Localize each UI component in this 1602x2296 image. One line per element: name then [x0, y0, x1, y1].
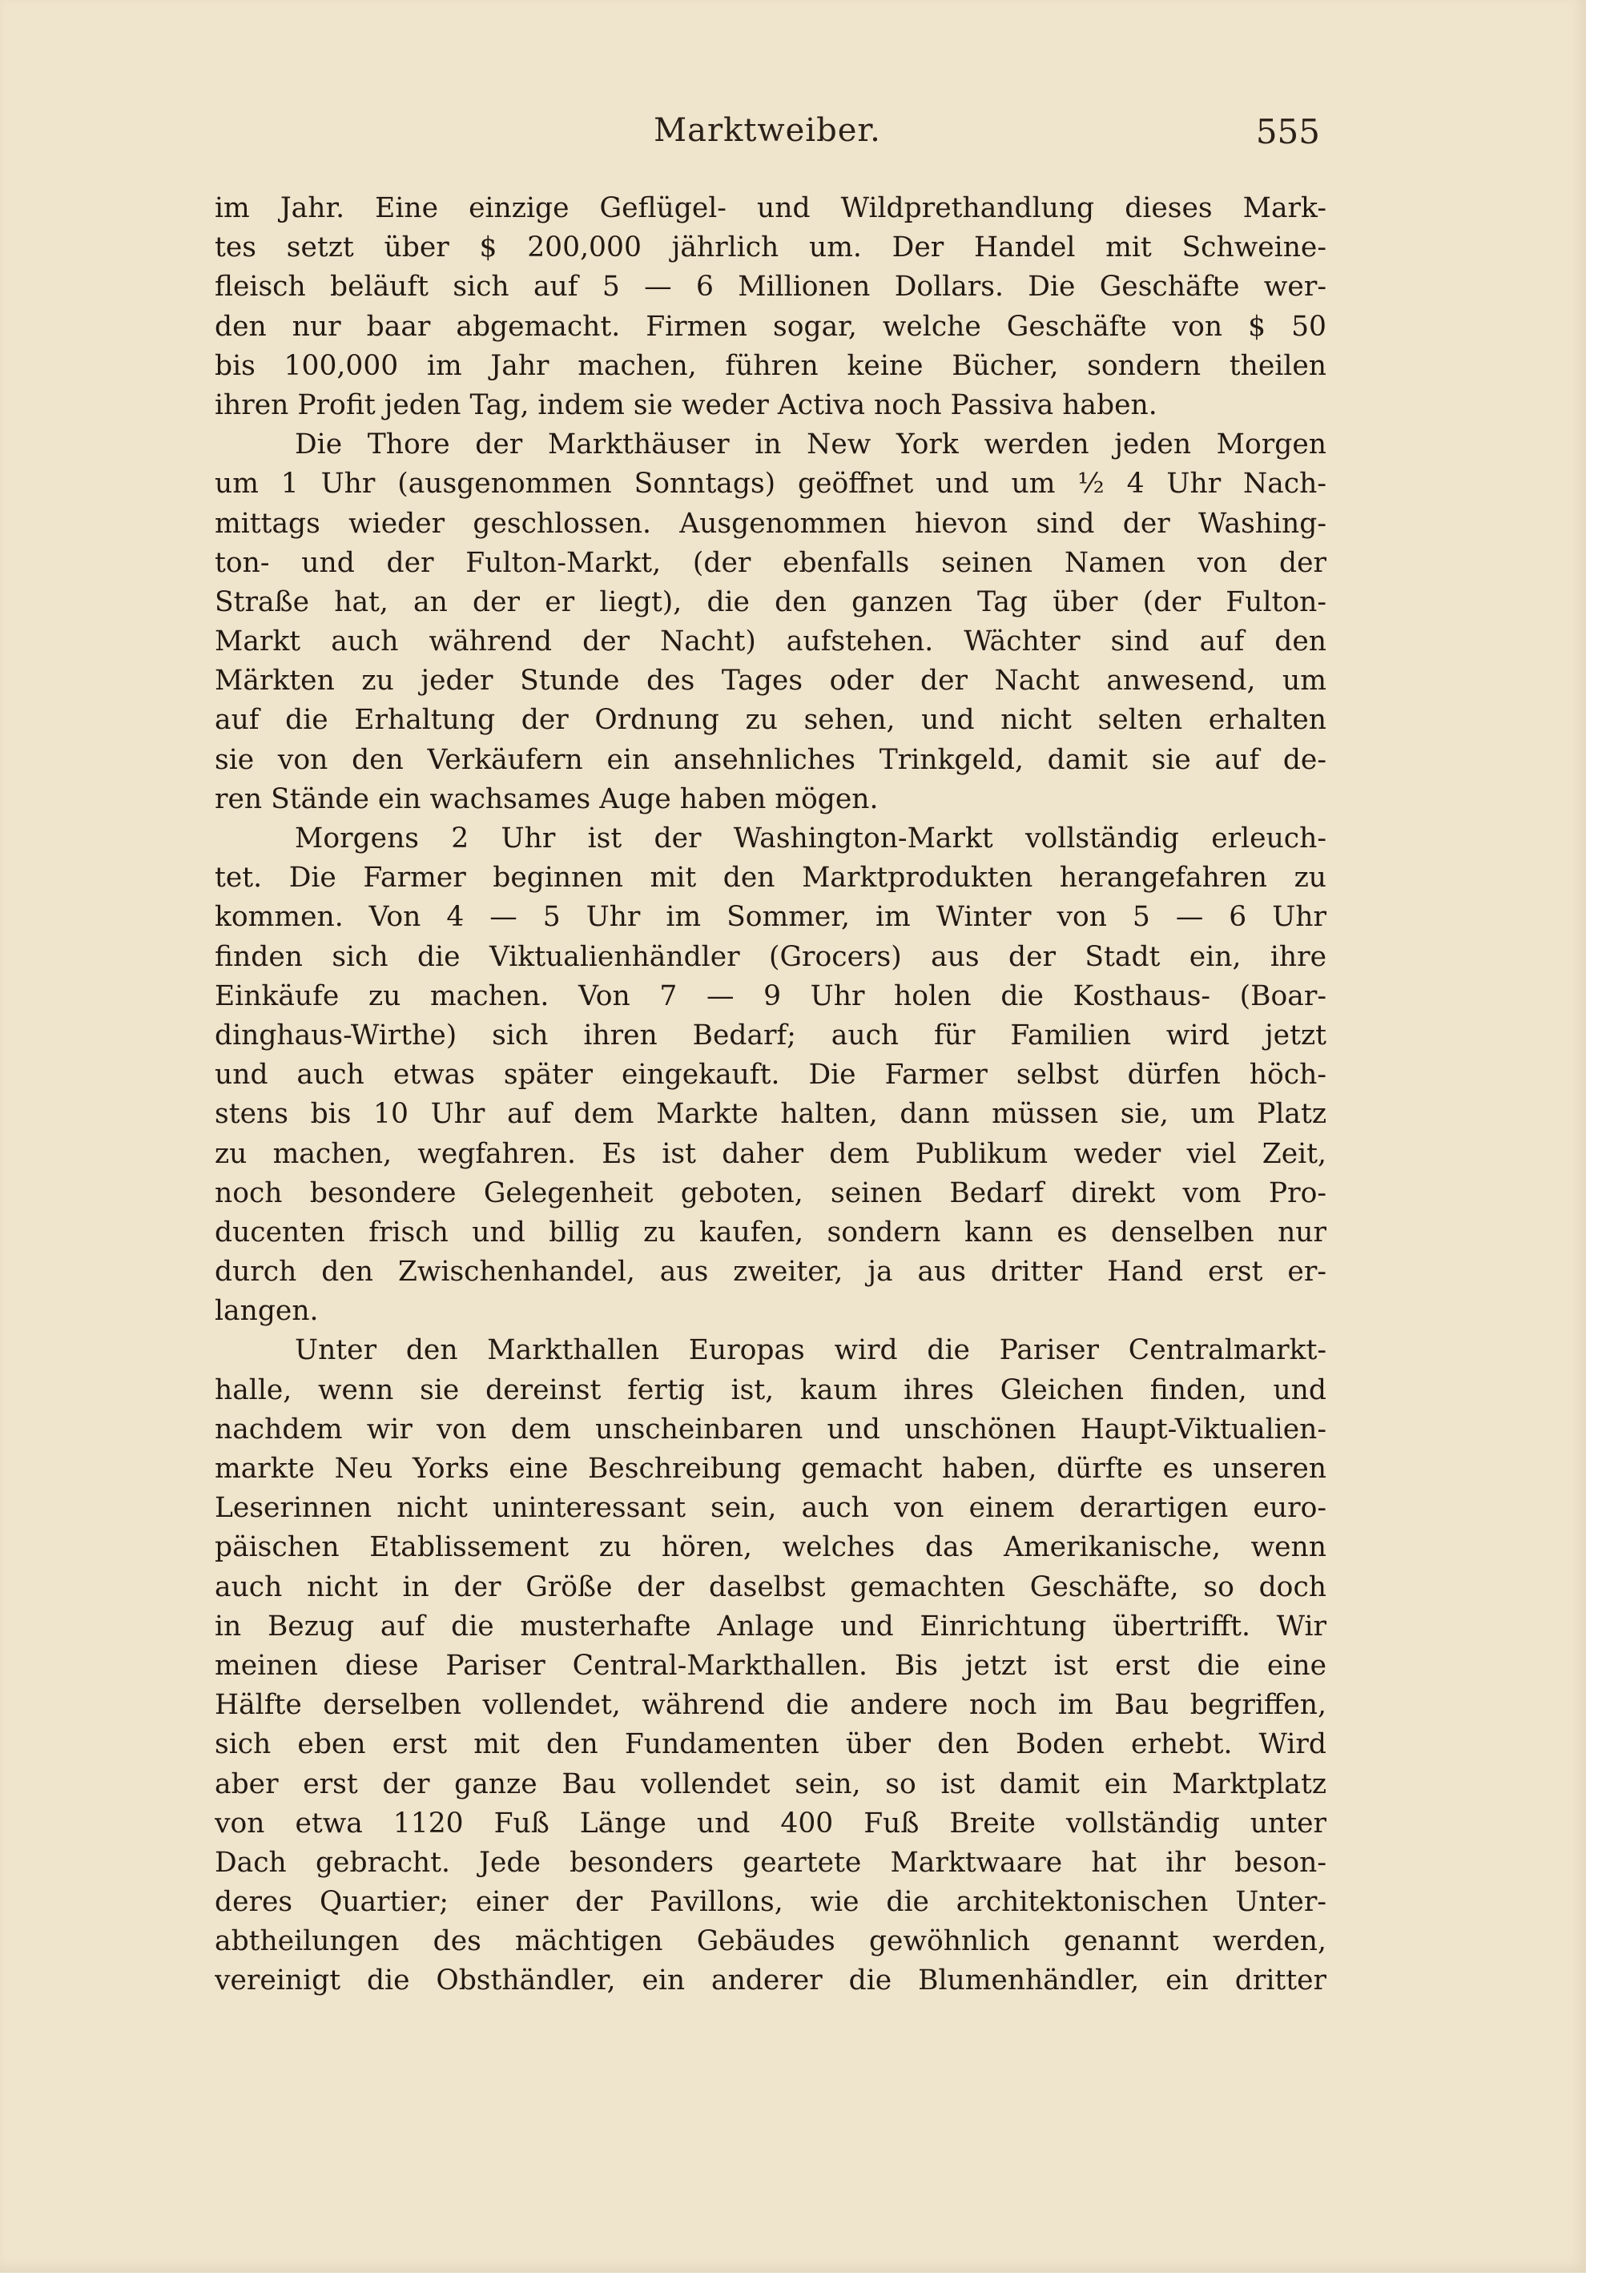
text-line: Dach gebracht. Jede besonders geartete Marktwaare hat ihr beson- [215, 1846, 1326, 1879]
text-line: nachdem wir von dem unscheinbaren und unschönen Haupt-Viktualien- [215, 1413, 1326, 1446]
text-line: päischen Etablissement zu hören, welches das Amerikanische, wenn [215, 1531, 1326, 1564]
text-line: fleisch beläuft sich auf 5 — 6 Millionen Dollars. Die Geschäfte wer- [215, 271, 1326, 304]
text-line: in Bezug auf die musterhafte Anlage und Einrichtung übertrifft. Wir [215, 1610, 1326, 1643]
text-line: zu machen, wegfahren. Es ist daher dem Publikum weder viel Zeit, [215, 1137, 1326, 1170]
text-line: Markt auch während der Nacht) aufstehen. Wächter sind auf den [215, 625, 1326, 658]
text-line: auch nicht in der Größe der daselbst gemachten Geschäfte, so doch [215, 1570, 1326, 1603]
text-line: meinen diese Pariser Central-Markthallen. Bis jetzt ist erst die eine [215, 1649, 1326, 1682]
text-line: stens bis 10 Uhr auf dem Markte halten, dann müssen sie, um Platz [215, 1098, 1326, 1131]
text-line: und auch etwas später eingekauft. Die Farmer selbst dürfen höch- [215, 1059, 1326, 1092]
text-line: aber erst der ganze Bau vollendet sein, so ist damit ein Marktplatz [215, 1767, 1326, 1800]
text-line: kommen. Von 4 — 5 Uhr im Sommer, im Winter von 5 — 6 Uhr [215, 901, 1326, 934]
text-line: vereinigt die Obsthändler, ein anderer die Blumenhändler, ein dritter [215, 1964, 1326, 1997]
text-line: Leserinnen nicht uninteressant sein, auch von einem derartigen euro- [215, 1492, 1326, 1525]
text-line: sich eben erst mit den Fundamenten über den Boden erhebt. Wird [215, 1728, 1326, 1761]
text-line: Straße hat, an der er liegt), die den ganzen Tag über (der Fulton- [215, 585, 1326, 618]
page-number: 555 [1255, 112, 1320, 151]
text-line: Die Thore der Markthäuser in New York werden jeden Morgen [295, 428, 1326, 461]
text-line: durch den Zwischenhandel, aus zweiter, ja aus dritter Hand erst er- [215, 1256, 1326, 1289]
text-line: tet. Die Farmer beginnen mit den Marktprodukten herangefahren zu [215, 862, 1326, 895]
text-line: langen. [215, 1295, 319, 1328]
text-line: Märkten zu jeder Stunde des Tages oder der Nacht anwesend, um [215, 665, 1326, 698]
text-line: den nur baar abgemacht. Firmen sogar, welche Geschäfte von $ 50 [215, 310, 1326, 343]
text-line: sie von den Verkäufern ein ansehnliches Trinkgeld, damit sie auf de- [215, 743, 1326, 776]
paragraph [215, 1331, 1326, 2000]
text-line: ton- und der Fulton-Markt, (der ebenfalls seinen Namen von der [215, 546, 1326, 579]
text-line: finden sich die Viktualienhändler (Grocers) aus der Stadt ein, ihre [215, 940, 1326, 973]
body-text [215, 189, 1326, 2001]
text-line: markte Neu Yorks eine Beschreibung gemacht haben, dürfte es unseren [215, 1453, 1326, 1485]
paragraph [215, 819, 1326, 1331]
text-line: Einkäufe zu machen. Von 7 — 9 Uhr holen die Kosthaus- (Boar- [215, 979, 1326, 1012]
text-line: halle, wenn sie dereinst fertig ist, kaum ihres Gleichen finden, und [215, 1373, 1326, 1406]
scan-margin-right [1586, 0, 1602, 2296]
paragraph [215, 425, 1326, 819]
text-line: im Jahr. Eine einzige Geflügel- und Wildprethandlung dieses Mark- [215, 192, 1326, 224]
scan-margin-bottom [0, 2273, 1602, 2296]
text-line: Morgens 2 Uhr ist der Washington-Markt vollständig erleuch- [295, 822, 1326, 854]
text-line: von etwa 1120 Fuß Länge und 400 Fuß Breite vollständig unter [215, 1807, 1326, 1840]
text-line: Hälfte derselben vollendet, während die andere noch im Bau begriffen, [215, 1689, 1326, 1722]
text-line: ren Stände ein wachsames Auge haben mögen. [215, 782, 879, 815]
page-header [215, 112, 1320, 160]
text-line: ducenten frisch und billig zu kaufen, sondern kann es denselben nur [215, 1216, 1326, 1249]
text-line: tes setzt über $ 200,000 jährlich um. Der Handel mit Schweine- [215, 231, 1326, 264]
text-line: abtheilungen des mächtigen Gebäudes gewöhnlich genannt werden, [215, 1925, 1326, 1958]
running-title: Marktweiber. [654, 112, 881, 149]
paragraph [215, 189, 1326, 425]
text-line: um 1 Uhr (ausgenommen Sonntags) geöffnet und um ½ 4 Uhr Nach- [215, 468, 1326, 501]
text-line: deres Quartier; einer der Pavillons, wie die architektonischen Unter- [215, 1886, 1326, 1919]
text-line: mittags wieder geschlossen. Ausgenommen hievon sind der Washing- [215, 507, 1326, 540]
text-line: dinghaus-Wirthe) sich ihren Bedarf; auch für Familien wird jetzt [215, 1019, 1326, 1051]
text-line: ihren Profit jeden Tag, indem sie weder Activa noch Passiva haben. [215, 388, 1157, 421]
text-line: bis 100,000 im Jahr machen, führen keine Bücher, sondern theilen [215, 349, 1326, 382]
text-line: noch besondere Gelegenheit geboten, seinen Bedarf direkt vom Pro- [215, 1176, 1326, 1209]
text-line: Unter den Markthallen Europas wird die Pariser Centralmarkt- [295, 1334, 1326, 1367]
text-line: auf die Erhaltung der Ordnung zu sehen, und nicht selten erhalten [215, 704, 1326, 737]
